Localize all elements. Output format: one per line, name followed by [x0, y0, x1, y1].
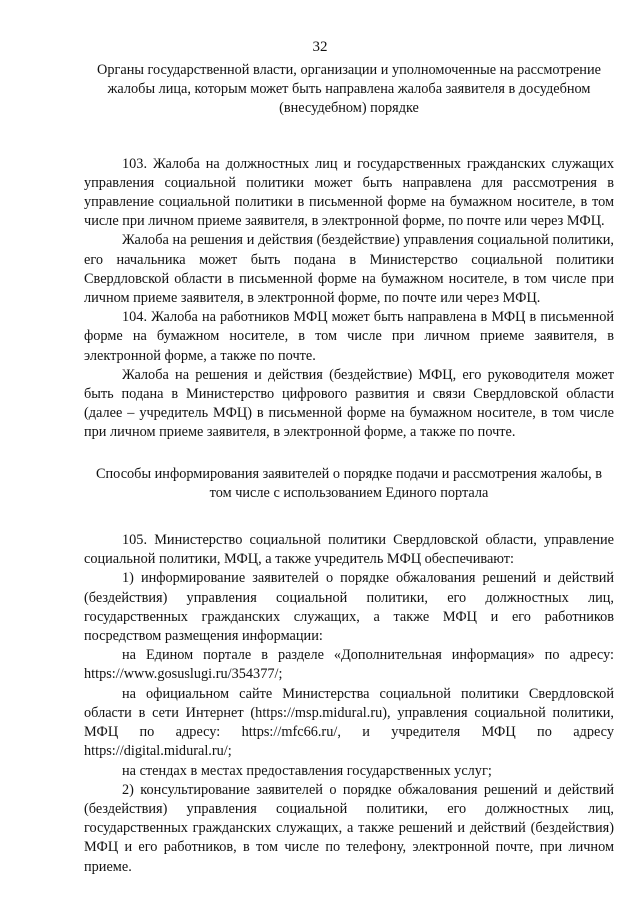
- paragraph-103: 103. Жалоба на должностных лиц и государственных гражданских служащих управления социальной политики может быть направлена для рассмотрения в управление социальной политики в письменной форме на бумажном носителе, в том числе при личном приеме заявителя, в электронной форме, по почте или через МФЦ.: [84, 155, 614, 230]
- paragraph-103-appeal: Жалоба на решения и действия (бездействие) управления социальной политики, его начальника может быть подана в Министерство социальной политики Свердловской области в письменной форме на бумажном носителе, в том числе при личном приеме заявителя, в электронной форме, по почте или через МФЦ.: [84, 232, 614, 307]
- paragraph-105-websites: на официальном сайте Министерства социальной политики Свердловской области в сети Интернет (https://msp.midural.ru), управления социальной политики, МФЦ по адресу: https://mfc66.ru/, и учредителя МФЦ по адресу https://digital.midural.ru/;: [84, 685, 614, 760]
- section-heading-informing-methods: Способы информирования заявителей о порядке подачи и рассмотрения жалобы, в том числе с использованием Единого портала: [96, 465, 602, 501]
- paragraph-105: 105. Министерство социальной политики Свердловской области, управление социальной политики, МФЦ, а также учредитель МФЦ обеспечивают:: [84, 532, 614, 568]
- paragraph-104-appeal: Жалоба на решения и действия (бездействие) МФЦ, его руководителя может быть подана в Министерство цифрового развития и связи Свердловской области (далее – учредитель МФЦ) в письменной форме на бумажном носителе, в том числе при личном приеме заявителя, в электронной форме, а также по почте.: [84, 366, 614, 441]
- section-heading-complaint-bodies: Органы государственной власти, организации и уполномоченные на рассмотрение жалобы лица, которым может быть направлена жалоба заявителя в досудебном (внесудебном) порядке: [97, 62, 601, 117]
- paragraph-104: 104. Жалоба на работников МФЦ может быть направлена в МФЦ в письменной форме на бумажном носителе, в том числе при личном приеме заявителя, в электронной форме, а также по почте.: [84, 309, 614, 364]
- document-body: [84, 61, 614, 877]
- paragraph-105-portal: на Едином портале в разделе «Дополнительная информация» по адресу: https://www.gosuslugi.ru/354377/;: [84, 647, 614, 683]
- paragraph-105-stands: на стендах в местах предоставления государственных услуг;: [122, 762, 492, 779]
- paragraph-105-item-2: 2) консультирование заявителей о порядке обжалования решений и действий (бездействия) управления социальной политики, его должностных лиц, государственных гражданских служащих, а также решений и действий (бездействия) МФЦ и его работников, в том числе по телефону, электронной почте, при личном приеме.: [84, 781, 614, 875]
- paragraph-105-item-1: 1) информирование заявителей о порядке обжалования решений и действий (бездействия) управления социальной политики, его должностных лиц, государственных гражданских служащих, а также МФЦ и его работников посредством размещения информации:: [84, 570, 614, 645]
- page-number: 32: [312, 39, 328, 55]
